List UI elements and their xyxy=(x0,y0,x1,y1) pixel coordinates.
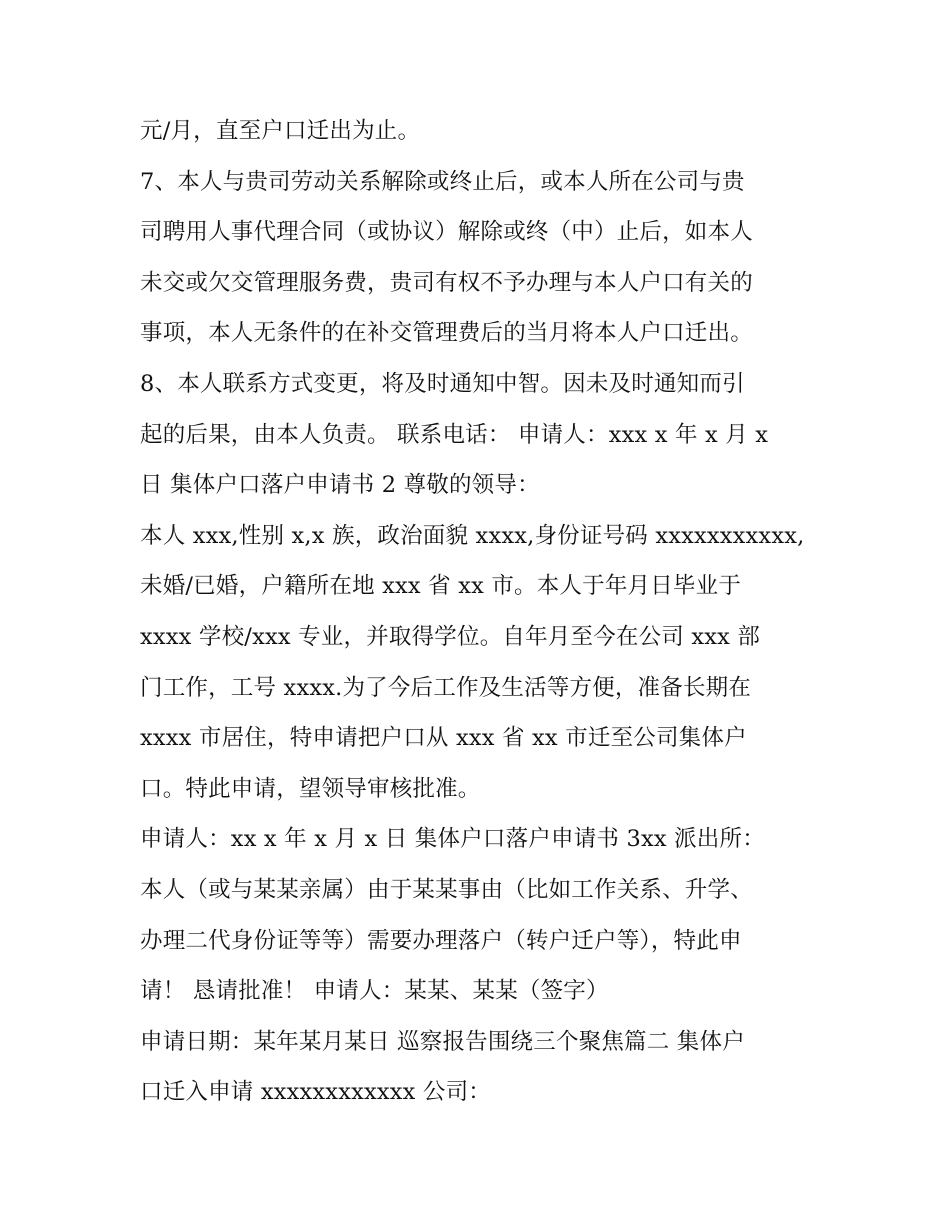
text-line: 门工作，工号 xxxx.为了今后工作及生活等方便，准备长期在 xyxy=(140,674,752,701)
text-line: 申请人：xx x 年 x 月 x 日 集体户口落户申请书 3xx 派出所： xyxy=(140,826,765,853)
text-line: xxxx 市居住，特申请把户口从 xxx 省 xx 市迁至公司集体户 xyxy=(140,725,747,752)
text-line: xxxx 学校/xxx 专业，并取得学位。自年月至今在公司 xxx 部 xyxy=(140,623,761,650)
text-line: 本人（或与某某亲属）由于某某事由（比如工作关系、升学、 xyxy=(140,876,753,903)
text-line: 元/月，直至户口迁出为止。 xyxy=(140,118,421,144)
text-line: 未交或欠交管理服务费，贵司有权不予办理与本人户口有关的 xyxy=(140,269,753,296)
text-line: 起的后果，由本人负责。 联系电话： 申请人：xxx x 年 x 月 x xyxy=(140,421,769,448)
text-line: 申请日期：某年某月某日 巡察报告围绕三个聚焦篇二 集体户 xyxy=(140,1028,745,1055)
text-line: 事项，本人无条件的在补交管理费后的当月将本人户口迁出。 xyxy=(140,320,753,347)
text-line: 口迁入申请 xxxxxxxxxxxx 公司： xyxy=(140,1079,491,1106)
text-line: 日 集体户口落户申请书 2 尊敬的领导： xyxy=(140,472,540,499)
text-line: 7、本人与贵司劳动关系解除或终止后，或本人所在公司与贵 xyxy=(140,168,745,195)
text-line: 口。特此申请，望领导审核批准。 xyxy=(140,775,481,802)
text-line: 本人 xxx,性别 x,x 族，政治面貌 xxxx,身份证号码 xxxxxxxxxxx, xyxy=(140,522,805,549)
text-line: 请！ 恳请批准！ 申请人：某某、某某（签字） xyxy=(140,978,609,1005)
text-line: 8、本人联系方式变更，将及时通知中智。因未及时通知而引 xyxy=(140,370,745,397)
document-body xyxy=(140,106,830,1118)
text-line: 司聘用人事代理合同（或协议）解除或终（中）止后，如本人 xyxy=(140,219,753,246)
text-line: 办理二代身份证等等）需要办理落户（转户迁户等），特此申 xyxy=(140,927,742,954)
text-line: 未婚/已婚，户籍所在地 xxx 省 xx 市。本人于年月日毕业于 xyxy=(140,573,742,600)
